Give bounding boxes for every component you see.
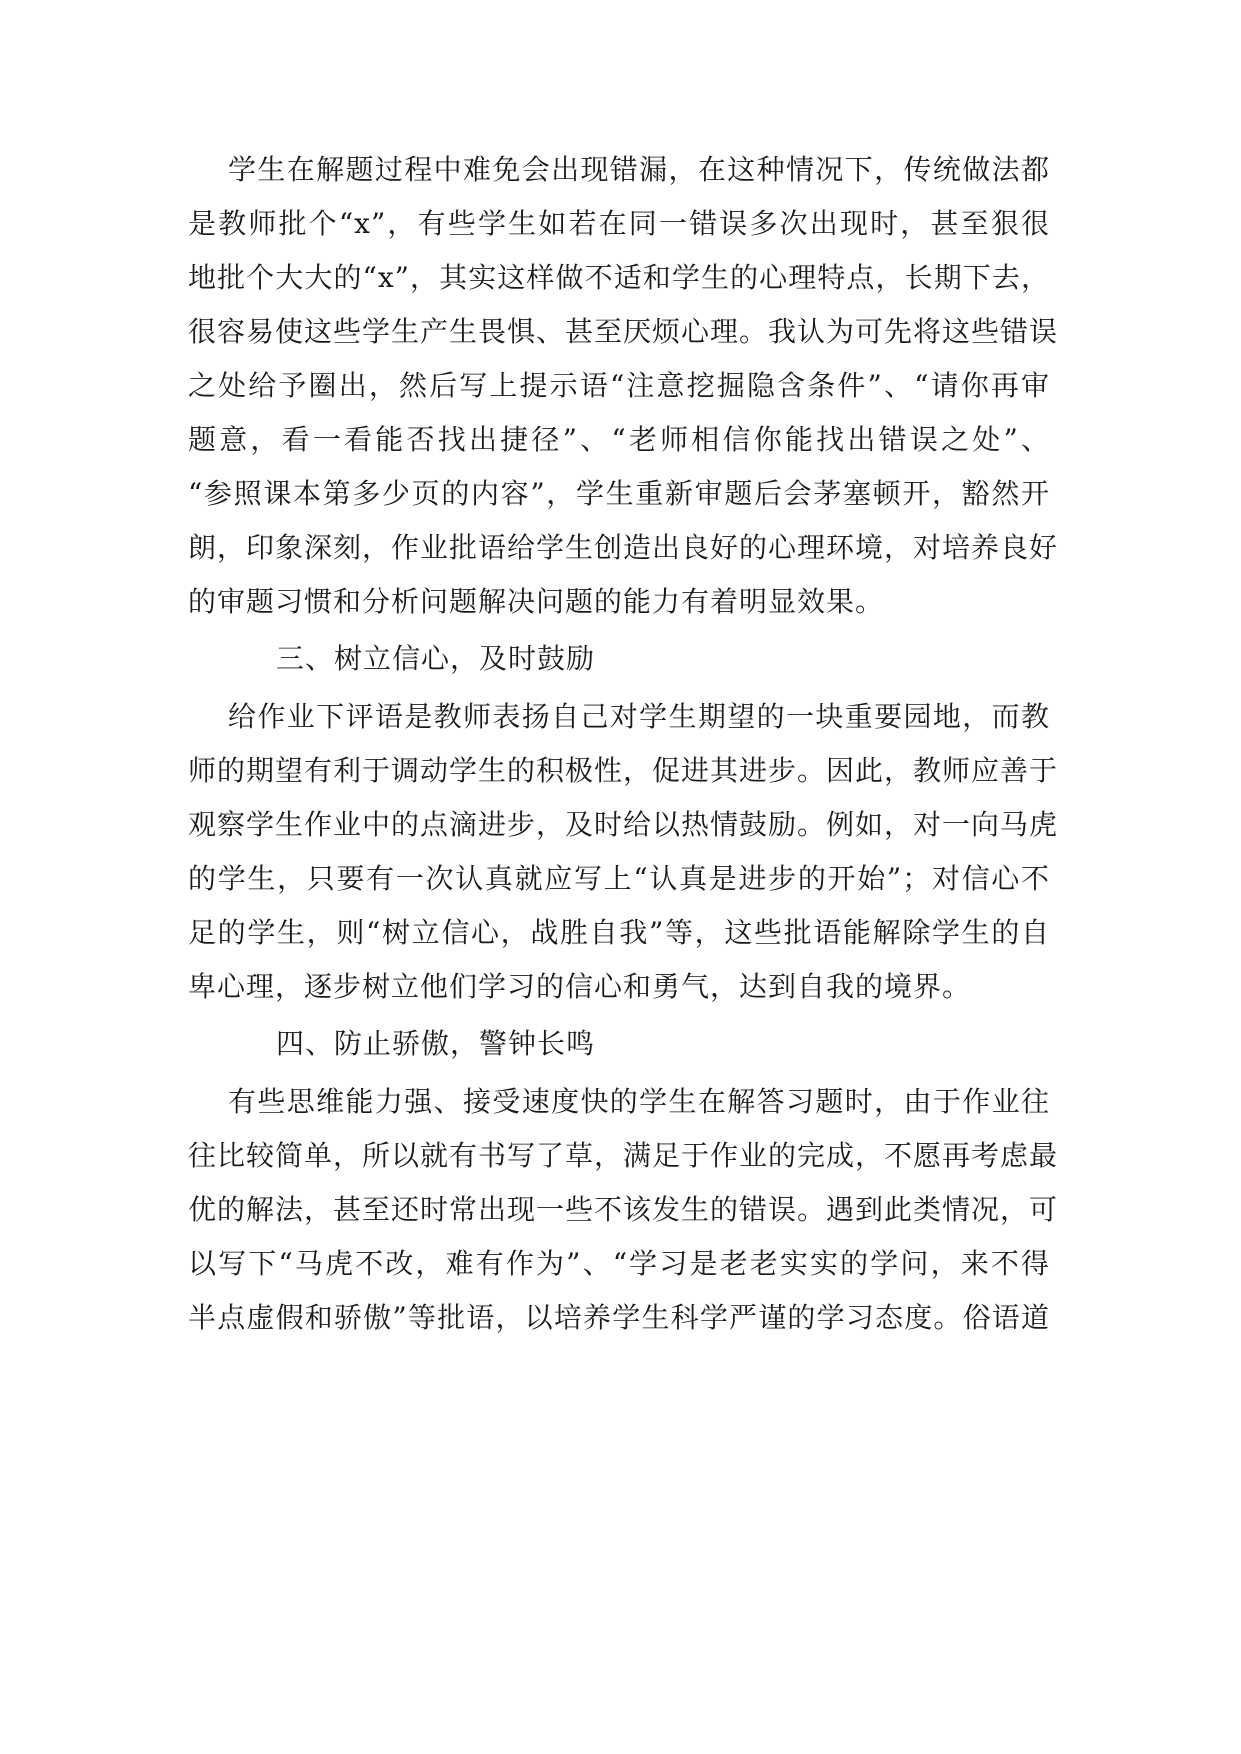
paragraph-3-line-2: 往比较简单，所以就有书写了草，满足于作业的完成，不愿再考虑最 xyxy=(188,1139,1059,1172)
paragraph-1-line-7: “参照课本第多少页的内容”，学生重新审题后会茅塞顿开，豁然开 xyxy=(188,477,1050,510)
paragraph-1-line-9: 的审题习惯和分析问题解决问题的能力有着明显效果。 xyxy=(188,585,885,618)
paragraph-2-line-2: 师的期望有利于调动学生的积极性，促进其进步。因此，教师应善于 xyxy=(188,754,1059,787)
paragraph-2-line-1: 给作业下评语是教师表扬自己对学生期望的一块重要园地，而教 xyxy=(228,700,1050,733)
paragraph-1-line-2: 是教师批个“x”，有些学生如若在同一错误多次出现时，甚至狠很 xyxy=(188,207,1050,240)
paragraph-1-line-3: 地批个大大的“x”，其实这样做不适和学生的心理特点，长期下去， xyxy=(188,261,1050,294)
section-heading-3: 三、树立信心，及时鼓励 xyxy=(276,642,596,675)
paragraph-2-line-3: 观察学生作业中的点滴进步，及时给以热情鼓励。例如，对一向马虎 xyxy=(188,808,1059,841)
paragraph-3-line-5: 半点虚假和骄傲”等批语，以培养学生科学严谨的学习态度。俗语道 xyxy=(188,1301,1050,1334)
paragraph-3-line-1: 有些思维能力强、接受速度快的学生在解答习题时，由于作业往 xyxy=(228,1085,1050,1118)
paragraph-1-line-8: 朗，印象深刻，作业批语给学生创造出良好的心理环境，对培养良好 xyxy=(188,531,1059,564)
paragraph-2-line-4: 的学生，只要有一次认真就应写上“认真是进步的开始”；对信心不 xyxy=(188,862,1050,895)
paragraph-3-line-4: 以写下“马虎不改，难有作为”、“学习是老老实实的学问，来不得 xyxy=(188,1247,1050,1280)
section-heading-4: 四、防止骄傲，警钟长鸣 xyxy=(276,1027,596,1060)
paragraph-1-line-6: 题意，看一看能否找出捷径”、“老师相信你能找出错误之处”、 xyxy=(188,423,1050,456)
paragraph-2-line-5: 足的学生，则“树立信心，战胜自我”等，这些批语能解除学生的自 xyxy=(188,916,1050,949)
paragraph-1-line-4: 很容易使这些学生产生畏惧、甚至厌烦心理。我认为可先将这些错误 xyxy=(188,315,1059,348)
paragraph-1-line-1: 学生在解题过程中难免会出现错漏，在这种情况下，传统做法都 xyxy=(228,153,1050,186)
paragraph-3-line-3: 优的解法，甚至还时常出现一些不该发生的错误。遇到此类情况，可 xyxy=(188,1193,1059,1226)
paragraph-1-line-5: 之处给予圈出，然后写上提示语“注意挖掘隐含条件”、“请你再审 xyxy=(188,369,1050,402)
paragraph-2-line-6: 卑心理，逐步树立他们学习的信心和勇气，达到自我的境界。 xyxy=(188,970,972,1003)
